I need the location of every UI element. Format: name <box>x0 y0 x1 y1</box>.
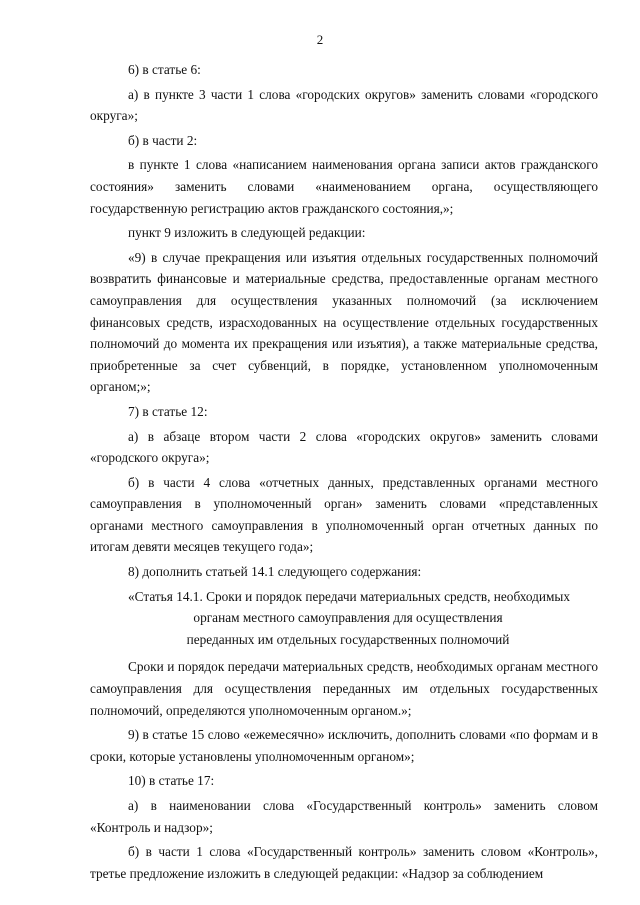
paragraph-12a: а) в абзаце втором части 2 слова «городских округов» заменить словами «городского округа»; <box>90 428 598 466</box>
paragraph-article-6: 6) в статье 6: <box>128 62 201 77</box>
paragraph-article-12: 7) в статье 12: <box>128 403 208 419</box>
page-number: 2 <box>316 32 324 47</box>
document-body <box>90 59 598 887</box>
paragraph-article-14-1-intro: 8) дополнить статьей 14.1 следующего содержания: <box>128 564 422 580</box>
paragraph-article-14-1-text: Сроки и порядок передачи материальных средств, необходимых органам местного самоуправления для осуществления переданных им отдельных государственных полномочий, определяются уполномоченным органом.»; <box>90 659 598 718</box>
article-14-1-heading <box>90 586 598 651</box>
paragraph-17a: а) в наименовании слова «Государственный контроль» заменить словом «Контроль и надзор»; <box>90 798 598 835</box>
paragraph-article-15: 9) в статье 15 слово «ежемесячно» исключить, дополнить словами «по формам и в сроки, которые установлены уполномоченным органом»; <box>90 727 598 764</box>
article-heading-line-3: переданных им отдельных государственных полномочий <box>186 631 510 647</box>
paragraph-6b-point9-intro: пункт 9 изложить в следующей редакции: <box>128 225 366 241</box>
paragraph-6b: б) в части 2: <box>128 132 198 148</box>
paragraph-6b-point1: в пункте 1 слова «написанием наименования органа записи актов гражданского состояния» заменить словами «наименованием органа, осуществляющего государственную регистрацию актов гражданского состояния,»; <box>90 157 598 216</box>
article-heading-line-2: органам местного самоуправления для осуществления <box>193 610 503 626</box>
paragraph-point9-text: «9) в случае прекращения или изъятия отдельных государственных полномочий возвратить финансовые и материальные средства, предоставленные органам местного самоуправления для осуществления указанных полномочий (за исключением финансовых средств, израсходованных на осуществление отдельных государственных полномочий до момента их прекращения или изъятия), а также материальные средства, приобретенные за счет субвенций, в порядке, установленном уполномоченным органом;»; <box>90 249 598 395</box>
paragraph-article-17: 10) в статье 17: <box>128 773 215 789</box>
paragraph-6a: а) в пункте 3 части 1 слова «городских округов» заменить словами «городского округа»; <box>90 86 598 124</box>
article-heading-line-1: «Статья 14.1. Сроки и порядок передачи материальных средств, необходимых <box>128 588 570 604</box>
paragraph-12b: б) в части 4 слова «отчетных данных, представленных органами местного самоуправления в уполномоченный орган» заменить словами «представленных органами местного самоуправления в уполномоченный орган отчетных данных по итогам девяти месяцев текущего года»; <box>90 474 598 555</box>
paragraph-17b: б) в части 1 слова «Государственный контроль» заменить словом «Контроль», третье предложение изложить в следующей редакции: «Надзор за соблюдением <box>90 844 598 881</box>
